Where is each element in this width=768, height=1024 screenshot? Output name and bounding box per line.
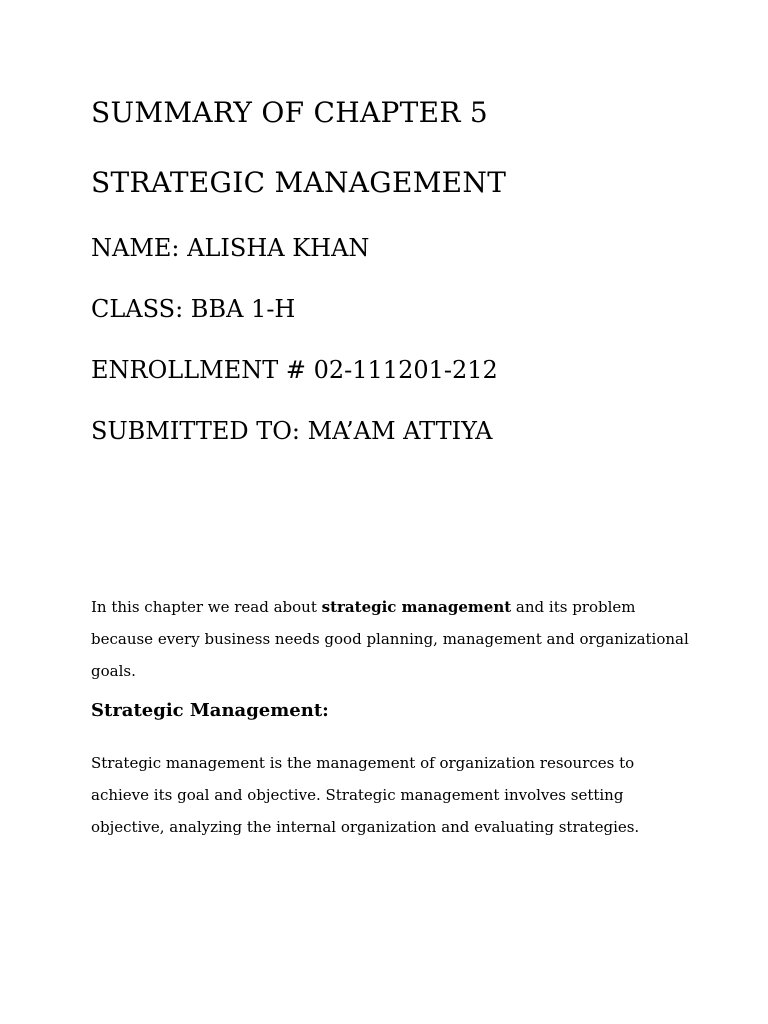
enrollment-number: ENROLLMENT # 02-111201-212 bbox=[91, 356, 498, 384]
student-class: CLASS: BBA 1-H bbox=[91, 295, 296, 323]
student-name: NAME: ALISHA KHAN bbox=[91, 234, 370, 262]
document-title: SUMMARY OF CHAPTER 5 bbox=[91, 96, 489, 129]
section-body: Strategic management is the management of organization resources to achieve its goal and objective. Strategic management involves setting objective, analyzing the internal organization and evaluating strategies. bbox=[91, 754, 640, 836]
section-heading: Strategic Management: bbox=[91, 700, 329, 721]
subject-title: STRATEGIC MANAGEMENT bbox=[91, 166, 507, 199]
intro-text-end: and its problem because every business needs good planning, management and organizational goals. bbox=[91, 598, 689, 680]
intro-bold-term: strategic management bbox=[321, 598, 512, 616]
intro-paragraph bbox=[91, 591, 691, 687]
intro-text-start: In this chapter we read about bbox=[91, 598, 322, 616]
submitted-to: SUBMITTED TO: MA’AM ATTIYA bbox=[91, 417, 493, 445]
